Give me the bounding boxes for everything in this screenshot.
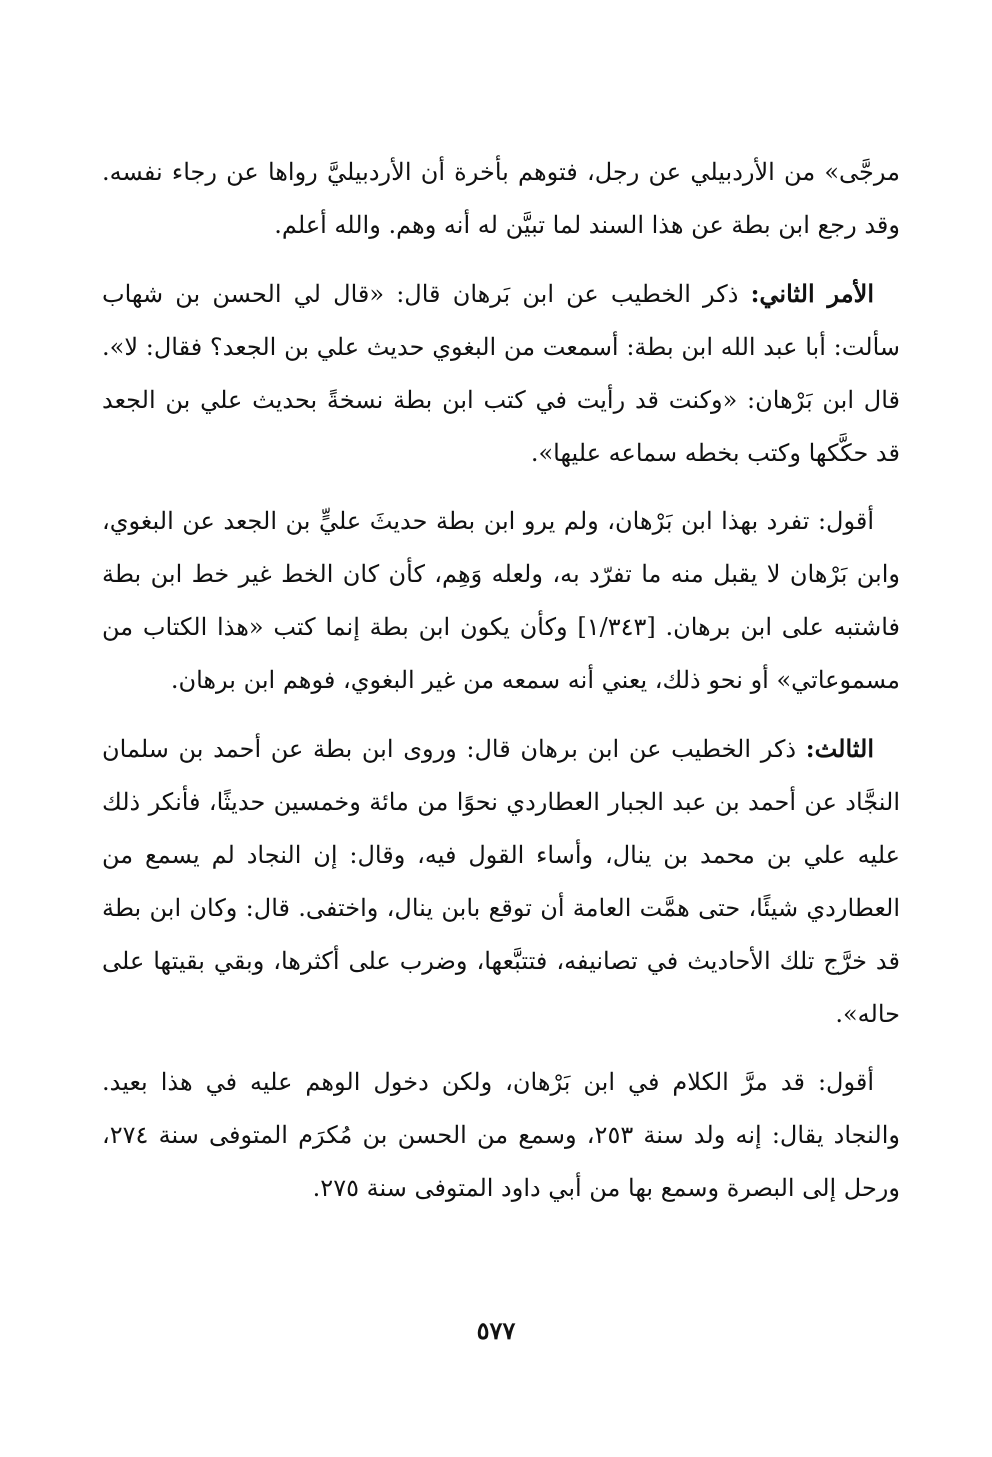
paragraph-3: [102, 495, 900, 707]
paragraph-1-text: مرجَّى» من الأردبيلي عن رجل، فتوهم بأخرة أن الأردبيليَّ رواها عن رجاء نفسه. وقد رجع ابن بطة عن هذا السند لما تبيَّن له أنه وهم. والله أعلم.: [102, 158, 900, 239]
paragraph-1: [102, 146, 900, 252]
paragraph-2: [102, 267, 900, 480]
body-text: [102, 146, 900, 1230]
paragraph-5: [102, 1056, 900, 1215]
paragraph-3-text: أقول: تفرد بهذا ابن بَرْهان، ولم يرو ابن بطة حديثَ عليٍّ بن الجعد عن البغوي، وابن بَرْهان لا يقبل منه ما تفرّد به، ولعله وَهِم، كأن كان الخط غير خط ابن بطة فاشتبه على ابن برهان. [١/٣٤٣] وكأن يكون ابن بطة إنما كتب «هذا الكتاب من مسموعاتي» أو نحو ذلك، يعني أنه سمعه من غير البغوي، فوهم ابن برهان.: [102, 507, 900, 694]
paragraph-5-text: أقول: قد مرَّ الكلام في ابن بَرْهان، ولكن دخول الوهم عليه في هذا بعيد. والنجاد يقال: إنه ولد سنة ٢٥٣، وسمع من الحسن بن مُكرَم المتوفى سنة ٢٧٤، ورحل إلى البصرة وسمع بها من أبي داود المتوفى سنة ٢٧٥.: [102, 1068, 900, 1202]
paragraph-2-text: ذكر الخطيب عن ابن بَرهان قال: «قال لي الحسن بن شهاب سألت: أبا عبد الله ابن بطة: أسمعت من البغوي حديث علي بن الجعد؟ فقال: لا». قال ابن بَرْهان: «وكنت قد رأيت في كتب ابن بطة نسخةً بحديث علي بن الجعد قد حكَّكها وكتب بخطه سماعه عليها».: [102, 280, 900, 467]
paragraph-4-text: ذكر الخطيب عن ابن برهان قال: وروى ابن بطة عن أحمد بن سلمان النجَّاد عن أحمد بن عبد الجبار العطاردي نحوًا من مائة وخمسين حديثًا، فأنكر ذلك عليه علي بن محمد بن ينال، وأساء القول فيه، وقال: إن النجاد لم يسمع من العطاردي شيئًا، حتى همَّت العامة أن توقع بابن ينال، واختفى. قال: وكان ابن بطة قد خرَّج تلك الأحاديث في تصانيفه، فتتبَّعها، وضرب على أكثرها، وبقي بقيتها على حاله».: [102, 735, 901, 1028]
paragraph-2-lead: الأمر الثاني:: [750, 279, 874, 308]
paragraph-4-lead: الثالث:: [805, 734, 874, 763]
paragraph-4: [102, 722, 900, 1041]
page-number: ٥٧٧: [476, 1316, 516, 1345]
